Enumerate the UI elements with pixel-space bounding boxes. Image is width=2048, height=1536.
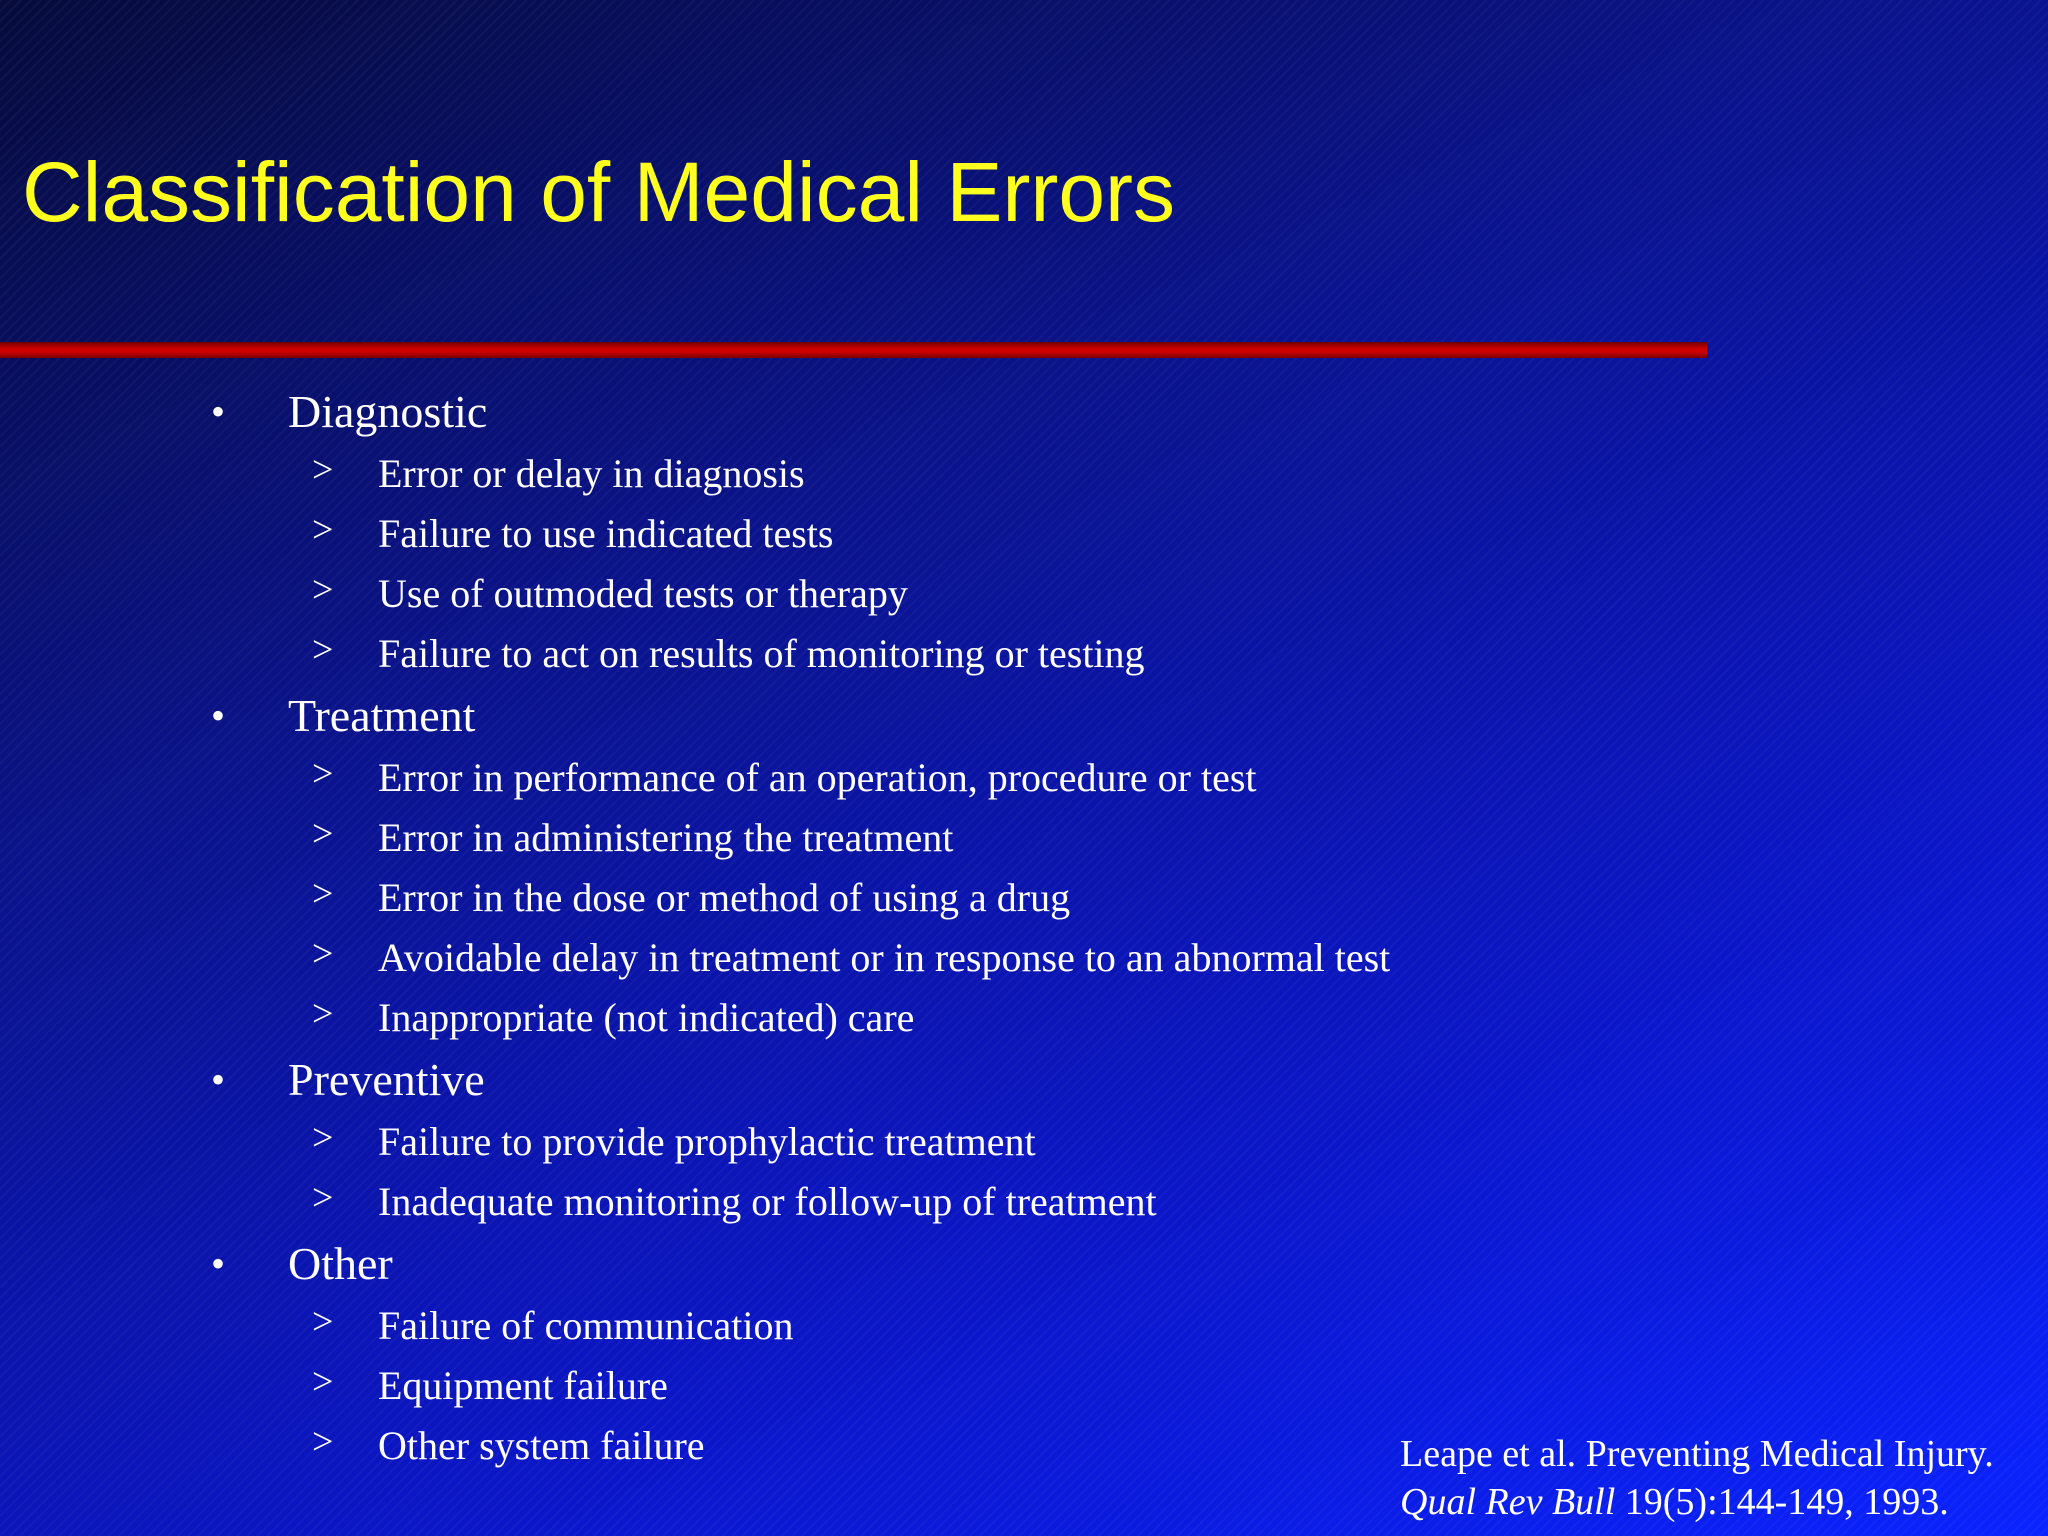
list-item — [0, 808, 1560, 868]
list-item — [0, 1356, 1560, 1416]
item-label: Failure to provide prophylactic treatment — [378, 1119, 1036, 1164]
item-label: Error in the dose or method of using a drug — [378, 875, 1071, 920]
item-label: Failure to act on results of monitoring or testing — [378, 631, 1145, 676]
list-item — [0, 868, 1560, 928]
item-label: Other system failure — [378, 1423, 705, 1468]
item-label: Equipment failure — [378, 1363, 668, 1408]
category-preventive — [0, 1048, 1560, 1112]
item-label: Inappropriate (not indicated) care — [378, 995, 915, 1040]
category-label: Treatment — [288, 690, 476, 741]
bullet-icon: • — [211, 389, 226, 434]
item-label: Error in performance of an operation, procedure or test — [378, 755, 1257, 800]
list-item — [0, 1416, 1560, 1476]
bullet-icon: • — [211, 1241, 226, 1286]
chevron-right-icon: > — [312, 753, 334, 795]
list-item — [0, 748, 1560, 808]
title-divider — [0, 342, 1707, 358]
category-other — [0, 1232, 1560, 1296]
list-item — [0, 1112, 1560, 1172]
citation-details: 19(5):144-149, 1993. — [1615, 1481, 1949, 1523]
chevron-right-icon: > — [312, 813, 334, 855]
item-label: Error or delay in diagnosis — [378, 451, 805, 496]
chevron-right-icon: > — [312, 1301, 334, 1343]
item-label: Inadequate monitoring or follow-up of treatment — [378, 1179, 1157, 1224]
item-label: Use of outmoded tests or therapy — [378, 571, 908, 616]
chevron-right-icon: > — [312, 933, 334, 975]
list-item — [0, 1172, 1560, 1232]
citation — [1400, 1430, 1994, 1526]
category-label: Preventive — [288, 1054, 485, 1105]
chevron-right-icon: > — [312, 509, 334, 551]
item-label: Failure of communication — [378, 1303, 794, 1348]
category-treatment — [0, 684, 1560, 748]
chevron-right-icon: > — [312, 1361, 334, 1403]
item-label: Failure to use indicated tests — [378, 511, 834, 556]
list-item — [0, 504, 1560, 564]
chevron-right-icon: > — [312, 629, 334, 671]
classification-list — [0, 380, 1560, 1476]
category-label: Other — [288, 1238, 393, 1289]
chevron-right-icon: > — [312, 1117, 334, 1159]
item-label: Avoidable delay in treatment or in response to an abnormal test — [378, 935, 1391, 980]
category-label: Diagnostic — [288, 386, 488, 437]
chevron-right-icon: > — [312, 449, 334, 491]
chevron-right-icon: > — [312, 873, 334, 915]
citation-journal: Qual Rev Bull — [1400, 1481, 1616, 1523]
list-item — [0, 1296, 1560, 1356]
slide-title: Classification of Medical Errors — [22, 145, 1176, 239]
citation-line1: Leape et al. Preventing Medical Injury. — [1400, 1433, 1994, 1475]
chevron-right-icon: > — [312, 1177, 334, 1219]
list-item — [0, 988, 1560, 1048]
list-item — [0, 564, 1560, 624]
item-label: Error in administering the treatment — [378, 815, 954, 860]
bullet-icon: • — [211, 693, 226, 738]
bullet-icon: • — [211, 1057, 226, 1102]
list-item — [0, 444, 1560, 504]
category-diagnostic — [0, 380, 1560, 444]
citation-line2 — [1400, 1478, 1994, 1526]
chevron-right-icon: > — [312, 993, 334, 1035]
list-item — [0, 624, 1560, 684]
chevron-right-icon: > — [312, 569, 334, 611]
chevron-right-icon: > — [312, 1421, 334, 1463]
list-item — [0, 928, 1560, 988]
